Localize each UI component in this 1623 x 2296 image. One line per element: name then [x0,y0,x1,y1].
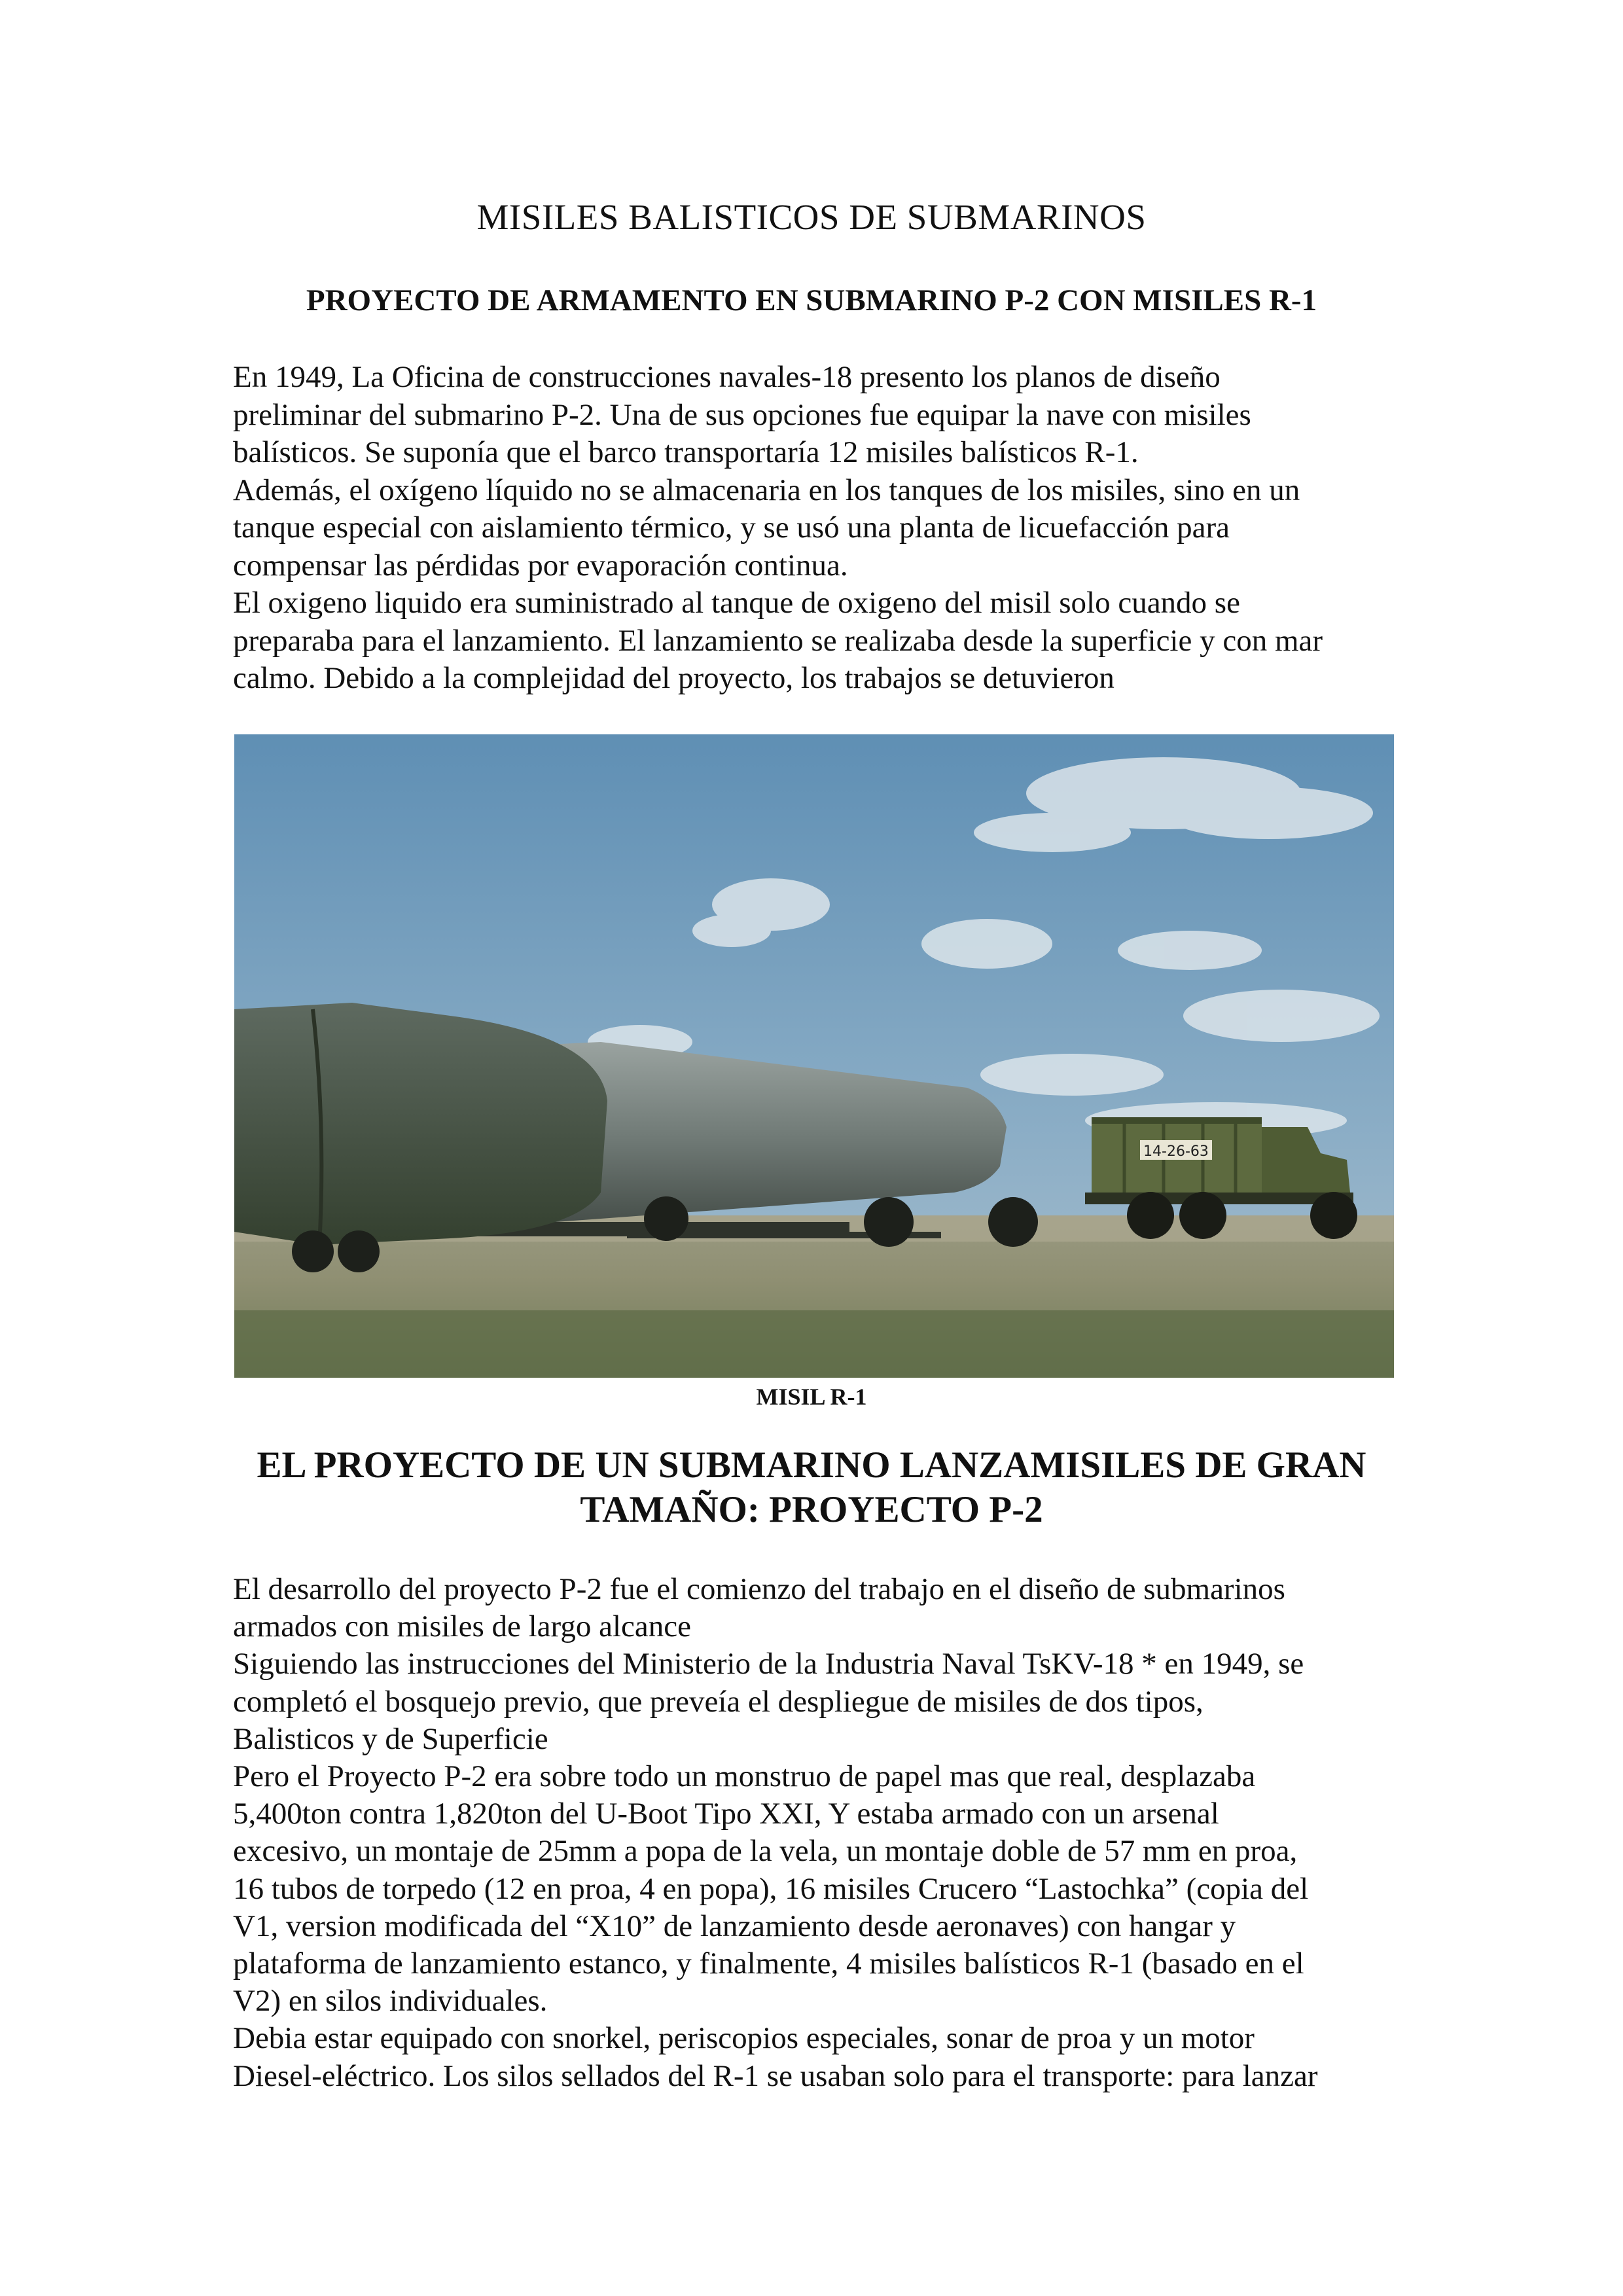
text-line: tanque especial con aislamiento térmico, y se usó una planta de licuefacción para [233,511,1230,545]
text-line: preparaba para el lanzamiento. El lanzamiento se realizaba desde la superficie y con mar [233,623,1323,658]
text-line: excesivo, un montaje de 25mm a popa de la vela, un montaje doble de 57 mm en proa, [233,1834,1298,1869]
text-line: completó el bosquejo previo, que preveía el despliegue de misiles de dos tipos, [233,1684,1204,1719]
document-title: MISILES BALISTICOS DE SUBMARINOS [476,197,1147,237]
text-line: Balisticos y de Superficie [233,1721,548,1756]
section-heading-line: EL PROYECTO DE UN SUBMARINO LANZAMISILES DE GRAN [257,1444,1366,1486]
text-line: Siguiendo las instrucciones del Ministerio de la Industria Naval TsKV-18 * en 1949, se [233,1647,1304,1681]
text-line: V2) en silos individuales. [233,1984,548,2018]
text-line: compensar las pérdidas por evaporación continua. [233,548,848,583]
intro-paragraph [233,359,1411,698]
text-line: calmo. Debido a la complejidad del proyecto, los trabajos se detuvieron [233,661,1115,695]
text-line: 5,400ton contra 1,820ton del U-Boot Tipo XXI, Y estaba armado con un arsenal [233,1797,1219,1831]
text-line: preliminar del submarino P-2. Una de sus opciones fue equipar la nave con misiles [233,397,1251,432]
section-heading [233,1443,1390,1532]
section-heading-line: TAMAÑO: PROYECTO P-2 [580,1489,1043,1530]
missile-photo [234,734,1394,1378]
document-subtitle: PROYECTO DE ARMAMENTO EN SUBMARINO P-2 CON MISILES R-1 [306,283,1317,317]
text-line: Además, el oxígeno líquido no se almacenaria en los tanques de los misiles, sino en un [233,473,1300,507]
text-line: En 1949, La Oficina de construcciones navales-18 presento los planos de diseño [233,360,1221,394]
text-line: Pero el Proyecto P-2 era sobre todo un monstruo de papel mas que real, desplazaba [233,1759,1256,1794]
text-line: El oxigeno liquido era suministrado al tanque de oxigeno del misil solo cuando se [233,586,1240,620]
text-line: balísticos. Se suponía que el barco transportaría 12 misiles balísticos R-1. [233,435,1139,469]
text-line: plataforma de lanzamiento estanco, y finalmente, 4 misiles balísticos R-1 (basado en el [233,1946,1304,1981]
text-line: Diesel-eléctrico. Los silos sellados del R-1 se usaban solo para el transporte: para lanzar [233,2058,1318,2093]
text-line: armados con misiles de largo alcance [233,1609,691,1644]
section-paragraph [233,1571,1411,2095]
photo-caption: MISIL R-1 [756,1384,867,1410]
text-line: V1, version modificada del “X10” de lanzamiento desde aeronaves) con hangar y [233,1909,1236,1943]
text-line: 16 tubos de torpedo (12 en proa, 4 en popa), 16 misiles Crucero “Lastochka” (copia del [233,1871,1309,1906]
text-line: El desarrollo del proyecto P-2 fue el comienzo del trabajo en el diseño de submarinos [233,1572,1285,1606]
truck-plate: 14-26-63 [1143,1143,1209,1160]
text-line: Debia estar equipado con snorkel, periscopios especiales, sonar de proa y un motor [233,2021,1255,2056]
